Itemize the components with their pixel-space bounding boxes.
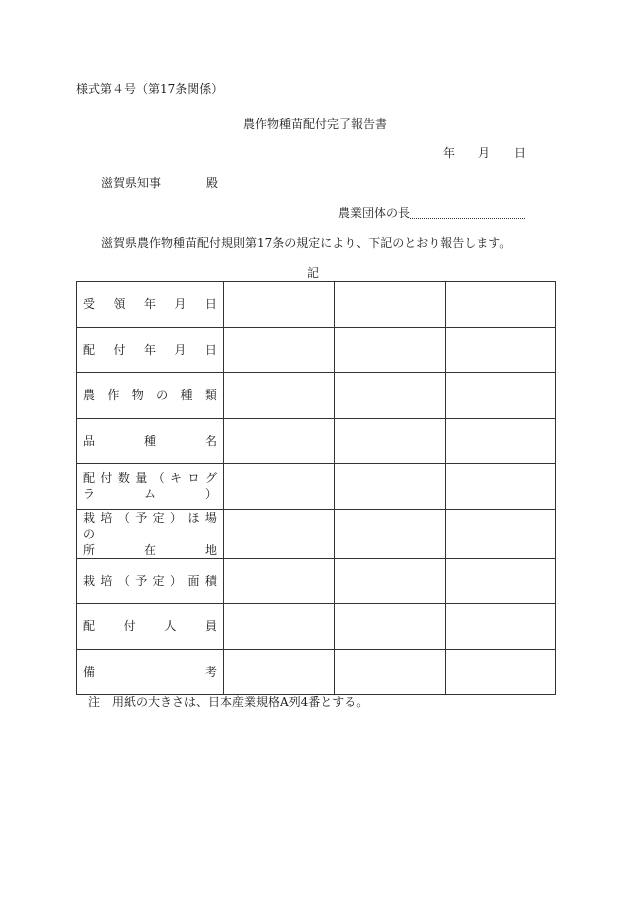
row-label-cell	[77, 282, 224, 328]
row-label-cell	[77, 464, 224, 510]
entry-cell[interactable]	[446, 282, 556, 328]
entry-cell[interactable]	[446, 604, 556, 650]
table-row	[77, 373, 556, 419]
row-label: 配 付 年 月 日	[83, 342, 217, 357]
date-day-label: 日	[514, 146, 527, 160]
entry-cell[interactable]	[446, 558, 556, 604]
entry-cell[interactable]	[335, 509, 446, 558]
entry-cell[interactable]	[224, 282, 335, 328]
row-label-cell	[77, 649, 224, 695]
table-row	[77, 327, 556, 373]
row-label: 品 種 名	[83, 433, 217, 448]
row-label-line2: 所 在 地	[83, 542, 217, 557]
table-row	[77, 604, 556, 650]
entry-cell[interactable]	[224, 649, 335, 695]
row-label: 栽 培 （ 予 定 ） 面 積	[83, 573, 217, 588]
footnote: 注 用紙の大きさは、日本産業規格A列4番とする。	[88, 695, 369, 709]
row-label: 配 付 人 員	[83, 619, 217, 634]
entry-cell[interactable]	[224, 509, 335, 558]
addressee-honorific: 殿	[206, 176, 219, 190]
row-label-cell	[77, 373, 224, 419]
row-label-cell	[77, 558, 224, 604]
entry-cell[interactable]	[446, 327, 556, 373]
record-heading: 記	[306, 266, 319, 280]
row-label: 農 作 物 の 種 類	[83, 388, 217, 403]
entry-cell[interactable]	[446, 649, 556, 695]
entry-cell[interactable]	[335, 649, 446, 695]
report-statement: 滋賀県農作物種苗配付規則第17条の規定により、下記のとおり報告します。	[101, 236, 512, 250]
row-label-line1: 栽 培 （ 予 定 ） ほ 場 の	[83, 510, 217, 541]
entry-cell[interactable]	[224, 327, 335, 373]
entry-cell[interactable]	[335, 604, 446, 650]
table-row	[77, 464, 556, 510]
entry-cell[interactable]	[335, 558, 446, 604]
entry-cell[interactable]	[335, 327, 446, 373]
entry-cell[interactable]	[224, 558, 335, 604]
entry-cell[interactable]	[224, 604, 335, 650]
table-row	[77, 649, 556, 695]
entry-cell[interactable]	[335, 418, 446, 464]
entry-cell[interactable]	[224, 418, 335, 464]
row-label-cell	[77, 418, 224, 464]
entry-cell[interactable]	[335, 464, 446, 510]
entry-cell[interactable]	[335, 373, 446, 419]
date-year-label: 年	[443, 146, 456, 160]
row-label-cell	[77, 604, 224, 650]
table-row	[77, 509, 556, 558]
row-label: 配 付 数 量 （ キ ロ グ ラ ム ）	[83, 471, 217, 502]
form-number: 様式第４号（第17条関係）	[76, 82, 224, 96]
entry-cell[interactable]	[224, 373, 335, 419]
row-label: 受 領 年 月 日	[83, 297, 217, 312]
entry-cell[interactable]	[446, 373, 556, 419]
applicant-name-line[interactable]	[410, 218, 525, 219]
entry-cell[interactable]	[335, 282, 446, 328]
date-month-label: 月	[478, 146, 491, 160]
row-label-cell	[77, 327, 224, 373]
applicant-label: 農業団体の長	[338, 206, 411, 220]
document-title: 農作物種苗配付完了報告書	[242, 117, 387, 131]
table-row	[77, 418, 556, 464]
row-label: 備 考	[83, 664, 217, 679]
entry-cell[interactable]	[446, 509, 556, 558]
addressee-name: 滋賀県知事	[101, 176, 162, 190]
table-row	[77, 558, 556, 604]
table-row	[77, 282, 556, 328]
entry-cell[interactable]	[446, 464, 556, 510]
row-label-cell	[77, 509, 224, 558]
report-table	[76, 281, 556, 695]
entry-cell[interactable]	[224, 464, 335, 510]
entry-cell[interactable]	[446, 418, 556, 464]
